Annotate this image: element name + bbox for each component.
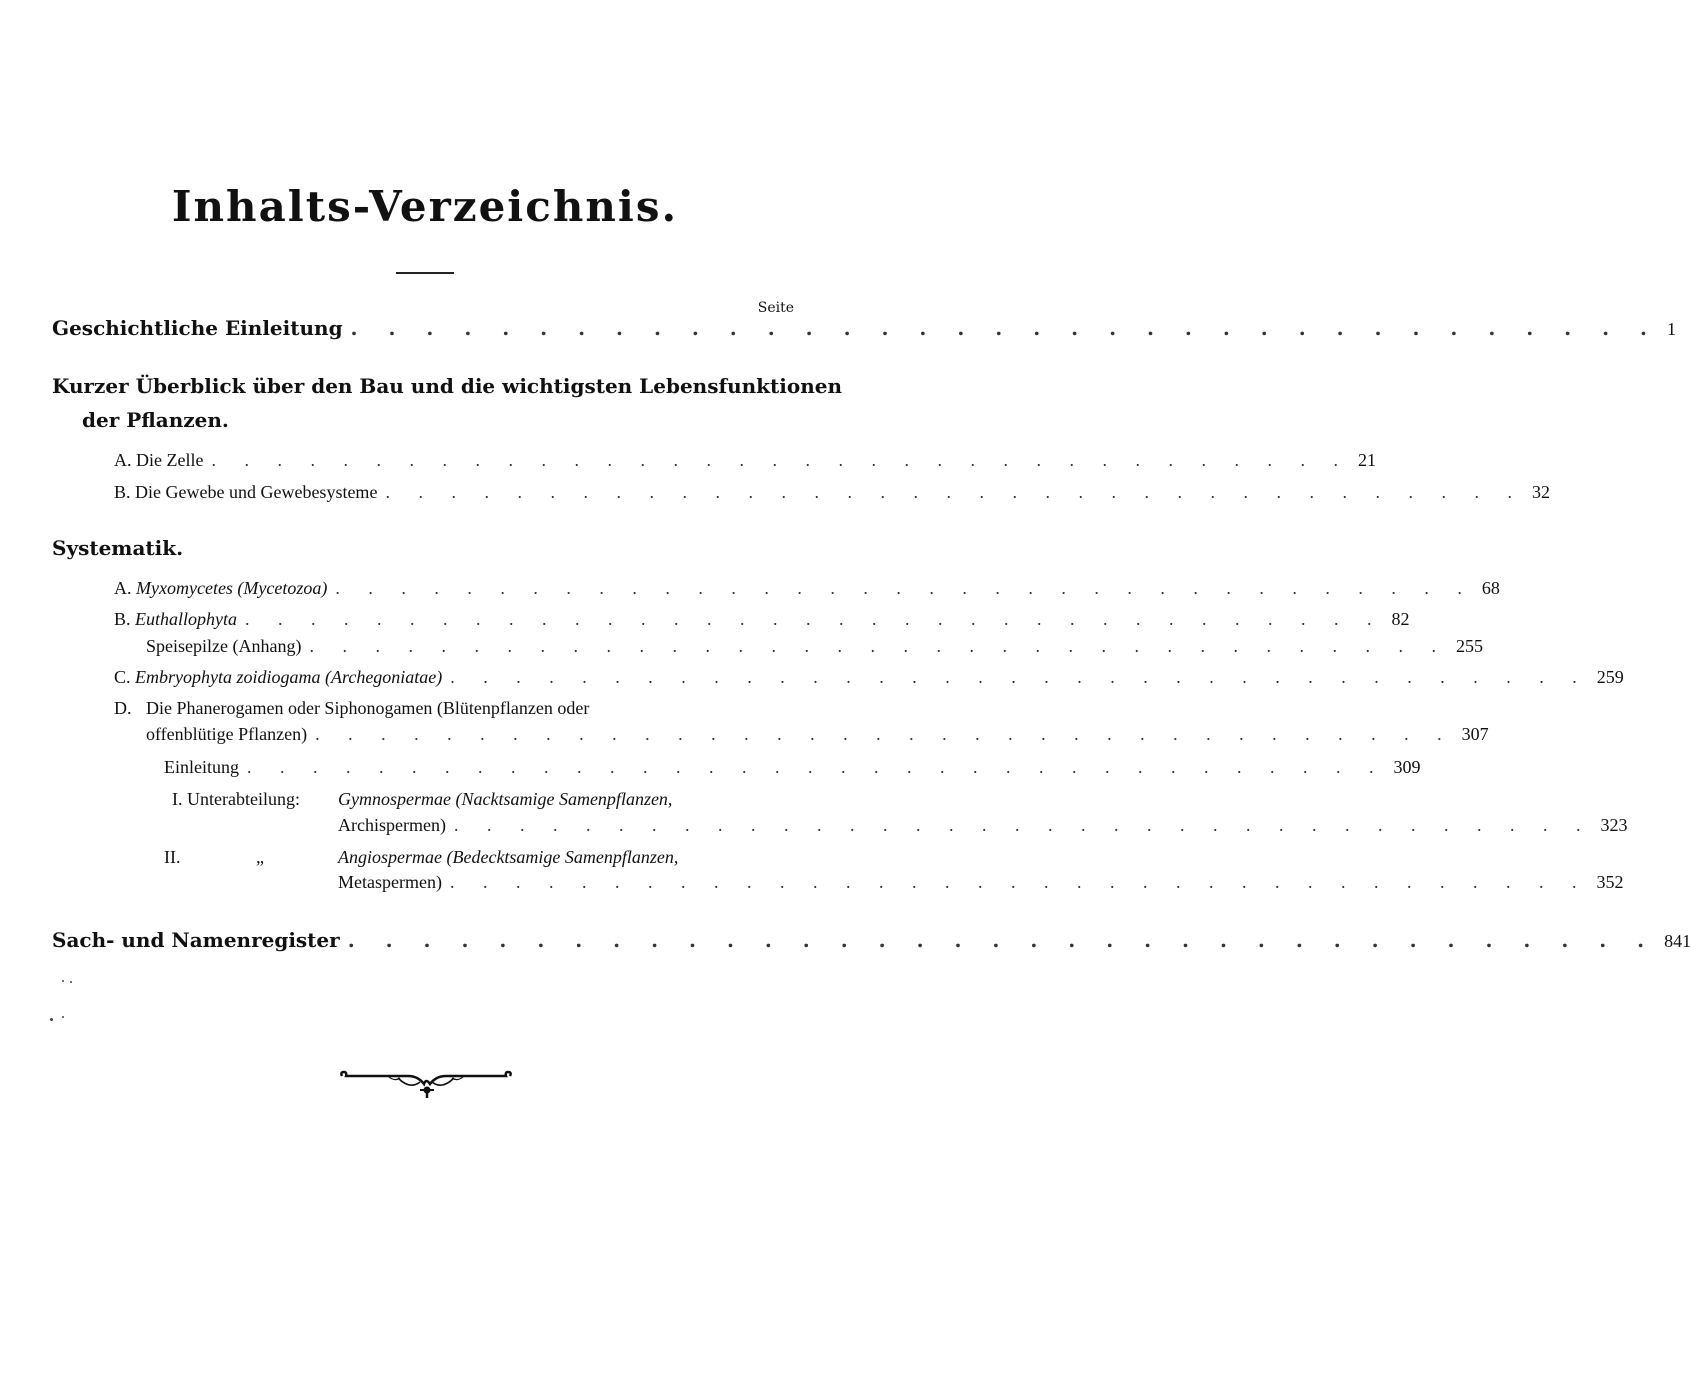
toc-prefix-i: I. Unterabteilung:: [172, 789, 300, 809]
toc-page: 21: [1357, 450, 1376, 470]
toc-label: Myxomycetes (Mycetozoa): [136, 578, 328, 598]
leader-dots: . . . . . . . . . . . . . . . . . . . . . . . . . . . . . . . . . . .: [247, 757, 1386, 777]
toc-prefix: B.: [114, 482, 131, 502]
toc-heading-ueberblick-line2[interactable]: der Pflanzen.: [82, 408, 229, 432]
leader-dots: . . . . . . . . . . . . . . . . . . . . . . . . . . . . . . . . . . .: [385, 482, 1524, 502]
print-speck: [70, 981, 72, 983]
vignette-ornament-icon: [338, 1066, 514, 1102]
toc-page: 32: [1531, 482, 1550, 502]
toc-entry-speisepilze[interactable]: [146, 636, 1483, 657]
toc-heading-ueberblick-line1[interactable]: Kurzer Überblick über den Bau und die wichtigsten Lebensfunktionen: [52, 374, 842, 398]
toc-label: Euthallophyta: [135, 609, 238, 629]
toc-entry-einleitung[interactable]: [52, 316, 1676, 340]
toc-prefix: A.: [114, 578, 132, 598]
toc-entry-register[interactable]: [52, 928, 1691, 952]
toc-page: 259: [1596, 667, 1624, 687]
toc-page: 68: [1481, 578, 1500, 598]
print-speck: [62, 1016, 64, 1018]
toc-label: Metaspermen): [338, 872, 442, 892]
print-speck: [50, 1018, 53, 1021]
toc-prefix: C.: [114, 667, 131, 687]
toc-page: 1: [1667, 319, 1676, 339]
toc-label: Gymnospermae (Nacktsamige Samenpflanzen,: [338, 789, 673, 809]
toc-entry-gewebe[interactable]: [114, 482, 1550, 503]
leader-dots: . . . . . . . . . . . . . . . . . . . . . . . . . . . . . . . . . . .: [453, 815, 1593, 835]
toc-page: 352: [1596, 872, 1624, 892]
toc-entry-gymnospermae-line1[interactable]: [338, 789, 672, 810]
toc-entry-angiospermae[interactable]: [338, 872, 1624, 893]
toc-label: Archispermen): [338, 815, 446, 835]
leader-dots: . . . . . . . . . . . . . . . . . . . . . . . . . . . . . . . . . . .: [245, 609, 1384, 629]
toc-page: 255: [1455, 636, 1483, 656]
toc-entry-angiospermae-line1[interactable]: [338, 847, 678, 868]
toc-label: offenblütige Pflanzen): [146, 724, 308, 744]
toc-entry-zelle[interactable]: [114, 450, 1376, 471]
toc-label: Die Gewebe und Gewebesysteme: [135, 482, 378, 502]
leader-dots: . . . . . . . . . . . . . . . . . . . . . . . . . . . . . . . . . . .: [347, 928, 1657, 952]
toc-entry-phanerogamen-line1[interactable]: Die Phanerogamen oder Siphonogamen (Blütenpflanzen oder: [146, 698, 590, 718]
leader-dots: . . . . . . . . . . . . . . . . . . . . . . . . . . . . . . . . . . .: [450, 667, 1589, 687]
toc-page: 323: [1600, 815, 1628, 835]
toc-prefix-ii: II.: [164, 847, 181, 867]
toc-prefix-d: D.: [114, 698, 132, 718]
toc-prefix: A.: [114, 450, 132, 470]
ditto-mark: „: [256, 847, 264, 867]
toc-entry-phanerogamen[interactable]: [146, 724, 1489, 745]
toc-label: Geschichtliche Einleitung: [52, 316, 343, 340]
print-speck: [62, 980, 64, 982]
toc-entry-embryophyta[interactable]: [114, 667, 1624, 688]
toc-entry-myxomycetes[interactable]: [114, 578, 1500, 599]
leader-dots: . . . . . . . . . . . . . . . . . . . . . . . . . . . . . . . . . . .: [335, 578, 1474, 598]
leader-dots: . . . . . . . . . . . . . . . . . . . . . . . . . . . . . . . . . . .: [309, 636, 1448, 656]
toc-label: Die Zelle: [136, 450, 204, 470]
leader-dots: . . . . . . . . . . . . . . . . . . . . . . . . . . . . . . . . . . .: [350, 316, 1659, 340]
toc-label: Speisepilze (Anhang): [146, 636, 302, 656]
seite-label: Seite: [757, 300, 794, 316]
toc-page: 307: [1461, 724, 1489, 744]
toc-label: Sach- und Namenregister: [52, 928, 340, 952]
page-title: Inhalts-Verzeichnis.: [171, 182, 679, 231]
leader-dots: . . . . . . . . . . . . . . . . . . . . . . . . . . . . . . . . . . .: [449, 872, 1589, 892]
toc-page: 309: [1393, 757, 1421, 777]
leader-dots: . . . . . . . . . . . . . . . . . . . . . . . . . . . . . . . . . . .: [211, 450, 1350, 470]
title-rule: [396, 272, 454, 274]
leader-dots: . . . . . . . . . . . . . . . . . . . . . . . . . . . . . . . . . . .: [315, 724, 1454, 744]
toc-page: 82: [1391, 609, 1410, 629]
toc-entry-euthallophyta[interactable]: [114, 609, 1410, 630]
toc-prefix: B.: [114, 609, 131, 629]
toc-entry-gymnospermae[interactable]: [338, 815, 1628, 836]
toc-page: 841: [1664, 931, 1691, 951]
toc-label: Einleitung: [164, 757, 239, 777]
toc-entry-d-einleitung[interactable]: [164, 757, 1421, 778]
toc-label: Angiospermae (Bedecktsamige Samenpflanzen,: [338, 847, 679, 867]
toc-heading-systematik[interactable]: Systematik.: [52, 536, 184, 560]
toc-label: Embryophyta zoidiogama (Archegoniatae): [135, 667, 443, 687]
